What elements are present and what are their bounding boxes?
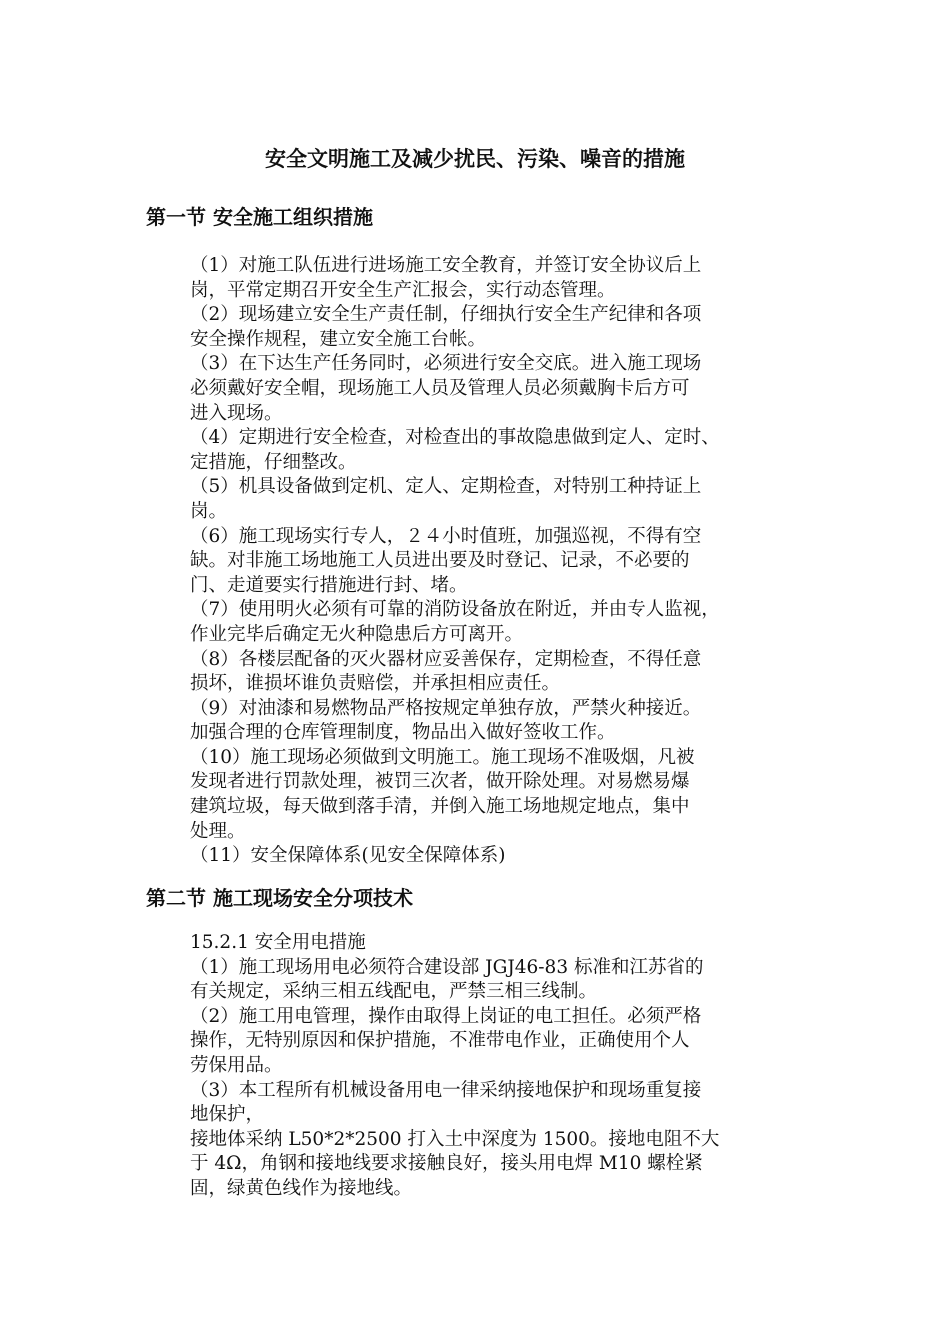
text-line: （11）安全保障体系(见安全保障体系)	[190, 845, 506, 867]
text-line: 地保护，	[190, 1104, 265, 1126]
text-line: （10）施工现场必须做到文明施工。施工现场不准吸烟，凡被	[190, 746, 695, 768]
text-line: 加强合理的仓库管理制度，物品出入做好签收工作。	[190, 722, 616, 744]
text-line: 处理。	[190, 820, 246, 842]
section-1-paragraph	[190, 303, 830, 352]
text-line: 操作，无特别原因和保护措施，不准带电作业，正确使用个人	[190, 1030, 690, 1052]
text-line: 建筑垃圾，每天做到落手清，并倒入施工场地规定地点，集中	[190, 796, 690, 818]
text-line: 15.2.1 安全用电措施	[190, 932, 366, 953]
section-1-paragraph	[190, 352, 830, 426]
section-2-paragraph	[190, 956, 830, 1005]
section-1-paragraph	[190, 254, 830, 303]
text-line: 安全操作规程，建立安全施工台帐。	[190, 328, 487, 350]
section-2-paragraph	[190, 931, 830, 956]
text-line: 有关规定，采纳三相五线配电，严禁三相三线制。	[190, 981, 598, 1003]
section-1-paragraph	[190, 475, 830, 524]
text-line: 岗。	[190, 500, 228, 522]
text-line: 劳保用品。	[190, 1054, 283, 1076]
section-2-paragraph	[190, 1005, 830, 1079]
text-line: （7）使用明火必须有可靠的消防设备放在附近，并由专人监视，	[190, 599, 720, 621]
text-line: 于 4Ω，角钢和接地线要求接触良好，接头用电焊 M10 螺栓紧	[190, 1153, 703, 1175]
text-line: 定措施，仔细整改。	[190, 451, 357, 473]
section-2-heading: 第二节 施工现场安全分项技术	[146, 886, 413, 910]
section-2-paragraph	[190, 1128, 830, 1202]
text-line: （2）现场建立安全生产责任制，仔细执行安全生产纪律和各项	[190, 304, 702, 326]
section-1-paragraph	[190, 746, 830, 844]
text-line: 必须戴好安全帽，现场施工人员及管理人员必须戴胸卡后方可	[190, 377, 690, 399]
text-line: 固，绿黄色线作为接地线。	[190, 1177, 413, 1199]
text-line: 发现者进行罚款处理，被罚三次者，做开除处理。对易燃易爆	[190, 771, 690, 793]
section-1-paragraph	[190, 525, 830, 599]
text-line: （4）定期进行安全检查，对检查出的事故隐患做到定人、定时、	[190, 427, 720, 449]
text-line: 作业完毕后确定无火种隐患后方可离开。	[190, 623, 524, 645]
section-1-body	[190, 254, 830, 869]
section-1-paragraph	[190, 648, 830, 697]
text-line: （2）施工用电管理，操作由取得上岗证的电工担任。必须严格	[190, 1005, 702, 1027]
section-2-body	[190, 931, 830, 1202]
text-line: 进入现场。	[190, 402, 283, 424]
text-line: 接地体采纳 L50*2*2500 打入土中深度为 1500。接地电阻不大	[190, 1128, 720, 1150]
text-line: （1）施工现场用电必须符合建设部 JGJ46-83 标准和江苏省的	[190, 956, 704, 978]
text-line: （5）机具设备做到定机、定人、定期检查，对特别工种持证上	[190, 476, 702, 498]
text-line: （8）各楼层配备的灭火器材应妥善保存，定期检查，不得任意	[190, 648, 702, 670]
text-line: 缺。对非施工场地施工人员进出要及时登记、记录，不必要的	[190, 550, 690, 572]
text-line: （6）施工现场实行专人，２４小时值班，加强巡视，不得有空	[190, 525, 702, 547]
section-1-paragraph	[190, 844, 830, 869]
text-line: 损坏，谁损坏谁负责赔偿，并承担相应责任。	[190, 673, 561, 695]
text-line: （3）在下达生产任务同时，必须进行安全交底。进入施工现场	[190, 353, 702, 375]
text-line: 岗，平常定期召开安全生产汇报会，实行动态管理。	[190, 279, 616, 301]
text-line: （3）本工程所有机械设备用电一律采纳接地保护和现场重复接	[190, 1079, 702, 1101]
section-2-paragraph	[190, 1079, 830, 1128]
document-title: 安全文明施工及减少扰民、污染、噪音的措施	[265, 147, 685, 171]
section-1-heading: 第一节 安全施工组织措施	[146, 205, 373, 229]
section-1-paragraph	[190, 697, 830, 746]
section-1-paragraph	[190, 426, 830, 475]
text-line: 门、走道要实行措施进行封、堵。	[190, 574, 468, 596]
section-1-paragraph	[190, 598, 830, 647]
text-line: （1）对施工队伍进行进场施工安全教育，并签订安全协议后上	[190, 255, 702, 276]
text-line: （9）对油漆和易燃物品严格按规定单独存放，严禁火种接近。	[190, 697, 702, 719]
